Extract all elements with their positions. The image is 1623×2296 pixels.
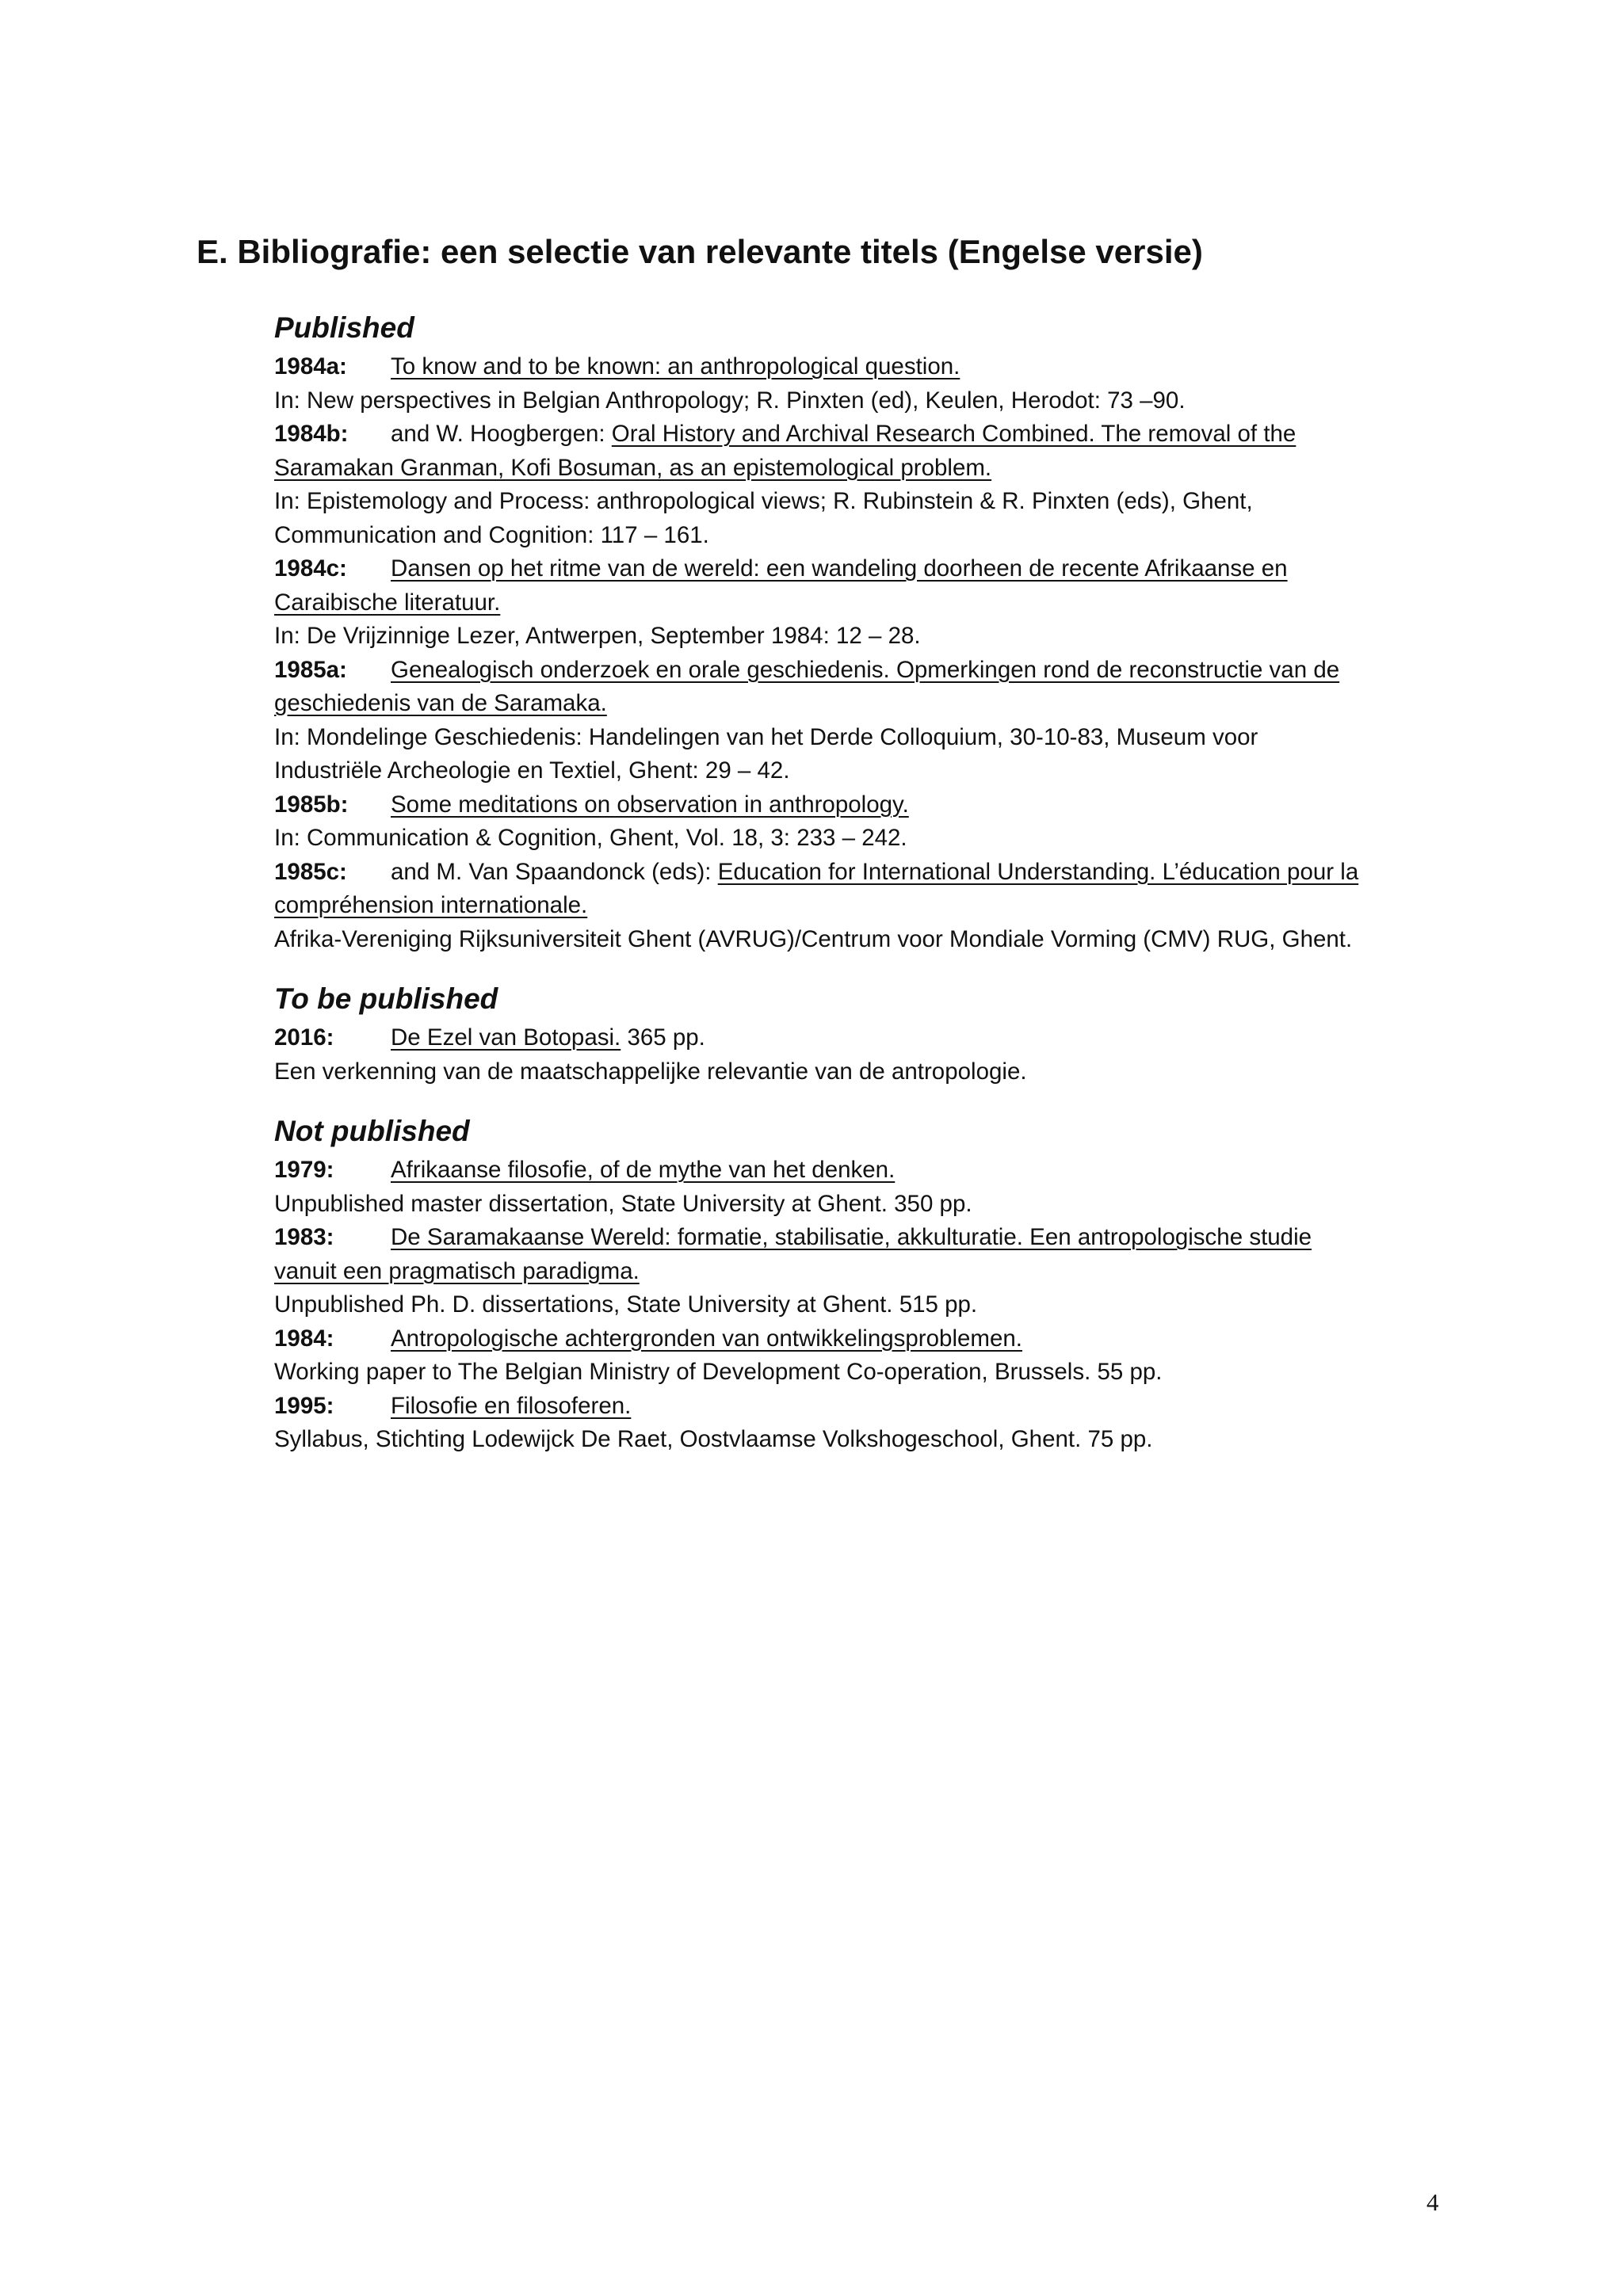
- bibliography-entry-1983: [274, 1221, 1463, 1322]
- entry-label: 1985c:: [274, 858, 347, 885]
- entry-label: 1995:: [274, 1392, 334, 1419]
- entry-title: Education for International Understanding. L’éducation pour la: [717, 858, 1359, 885]
- section-published: [274, 306, 1463, 956]
- entry-detail: Een verkenning van de maatschappelijke relevantie van de antropologie.: [274, 1058, 1027, 1085]
- entry-title: To know and to be known: an anthropological question.: [391, 353, 960, 379]
- bibliography-content: [274, 306, 1463, 1478]
- entry-title: Some meditations on observation in anthropology.: [391, 791, 909, 818]
- entry-title: Oral History and Archival Research Combined. The removal of the: [611, 421, 1296, 447]
- entry-title: Genealogisch onderzoek en orale geschiedenis. Opmerkingen rond de reconstructie van de: [391, 656, 1340, 683]
- entry-detail: In: Epistemology and Process: anthropological views; R. Rubinstein & R. Pinxten (eds), Ghent,: [274, 488, 1253, 514]
- entry-title-continued: vanuit een pragmatisch paradigma.: [274, 1257, 640, 1284]
- document-heading: E. Bibliografie: een selectie van relevante titels (Engelse versie): [197, 233, 1203, 270]
- section-to-be-published: [274, 977, 1463, 1089]
- page-number: 4: [1426, 2188, 1439, 2216]
- entry-title: Dansen op het ritme van de wereld: een wandeling doorheen de recente Afrikaanse en: [391, 555, 1288, 582]
- entry-label: 1984b:: [274, 421, 349, 447]
- entry-label: 1984a:: [274, 353, 347, 379]
- entry-detail-continued: Industriële Archeologie en Textiel, Ghent: 29 – 42.: [274, 757, 790, 784]
- entry-title: Filosofie en filosoferen.: [391, 1392, 632, 1419]
- section-title-not-published: Not published: [274, 1115, 470, 1147]
- entry-page-count: 365 pp.: [621, 1024, 705, 1051]
- section-title-published: Published: [274, 311, 414, 344]
- entry-label: 1979:: [274, 1157, 334, 1183]
- entry-title-continued: compréhension internationale.: [274, 892, 588, 918]
- entry-title-continued: Saramakan Granman, Kofi Bosuman, as an epistemological problem.: [274, 454, 992, 481]
- entry-detail-continued: Communication and Cognition: 117 – 161.: [274, 521, 709, 548]
- bibliography-entry-1984: [274, 1322, 1463, 1390]
- bibliography-entry-1984c: [274, 552, 1463, 654]
- bibliography-entry-1984b: [274, 418, 1463, 552]
- bibliography-entry-1985a: [274, 654, 1463, 788]
- entry-detail: In: De Vrijzinnige Lezer, Antwerpen, September 1984: 12 – 28.: [274, 623, 921, 649]
- entry-title-continued: geschiedenis van de Saramaka.: [274, 690, 607, 716]
- entry-title: Afrikaanse filosofie, of de mythe van het denken.: [391, 1157, 896, 1183]
- entry-label: 1984:: [274, 1325, 334, 1352]
- entry-title: Antropologische achtergronden van ontwikkelingsproblemen.: [391, 1325, 1022, 1352]
- entry-title: De Saramakaanse Wereld: formatie, stabilisatie, akkulturatie. Een antropologische studie: [391, 1224, 1312, 1250]
- entry-detail: Working paper to The Belgian Ministry of Development Co-operation, Brussels. 55 pp.: [274, 1359, 1163, 1385]
- bibliography-entry-2016: [274, 1021, 1463, 1089]
- entry-coauthor: and W. Hoogbergen:: [391, 421, 612, 447]
- entry-label: 1985a:: [274, 656, 347, 683]
- entry-detail: In: Mondelinge Geschiedenis: Handelingen van het Derde Colloquium, 30-10-83, Museum voor: [274, 723, 1258, 750]
- entry-detail: Syllabus, Stichting Lodewijck De Raet, Oostvlaamse Volkshogeschool, Ghent. 75 pp.: [274, 1426, 1153, 1452]
- entry-detail: In: New perspectives in Belgian Anthropology; R. Pinxten (ed), Keulen, Herodot: 73 –90.: [274, 387, 1186, 414]
- bibliography-entry-1995: [274, 1390, 1463, 1457]
- entry-label: 1984c:: [274, 555, 347, 582]
- entry-coauthor: and M. Van Spaandonck (eds):: [391, 858, 718, 885]
- section-title-to-be-published: To be published: [274, 982, 498, 1015]
- entry-detail: Unpublished Ph. D. dissertations, State University at Ghent. 515 pp.: [274, 1291, 978, 1318]
- entry-label: 2016:: [274, 1024, 334, 1051]
- entry-label: 1983:: [274, 1224, 334, 1250]
- bibliography-entry-1984a: [274, 350, 1463, 418]
- entry-label: 1985b:: [274, 791, 349, 818]
- entry-title: De Ezel van Botopasi.: [391, 1024, 621, 1051]
- bibliography-entry-1985b: [274, 788, 1463, 856]
- entry-detail: Afrika-Vereniging Rijksuniversiteit Ghent (AVRUG)/Centrum voor Mondiale Vorming (CMV) RUG, Ghent.: [274, 925, 1353, 952]
- entry-detail: In: Communication & Cognition, Ghent, Vol. 18, 3: 233 – 242.: [274, 825, 907, 851]
- section-not-published: [274, 1109, 1463, 1457]
- bibliography-entry-1985c: [274, 856, 1463, 957]
- bibliography-entry-1979: [274, 1154, 1463, 1221]
- entry-title-continued: Caraibische literatuur.: [274, 589, 501, 616]
- entry-detail: Unpublished master dissertation, State University at Ghent. 350 pp.: [274, 1190, 972, 1217]
